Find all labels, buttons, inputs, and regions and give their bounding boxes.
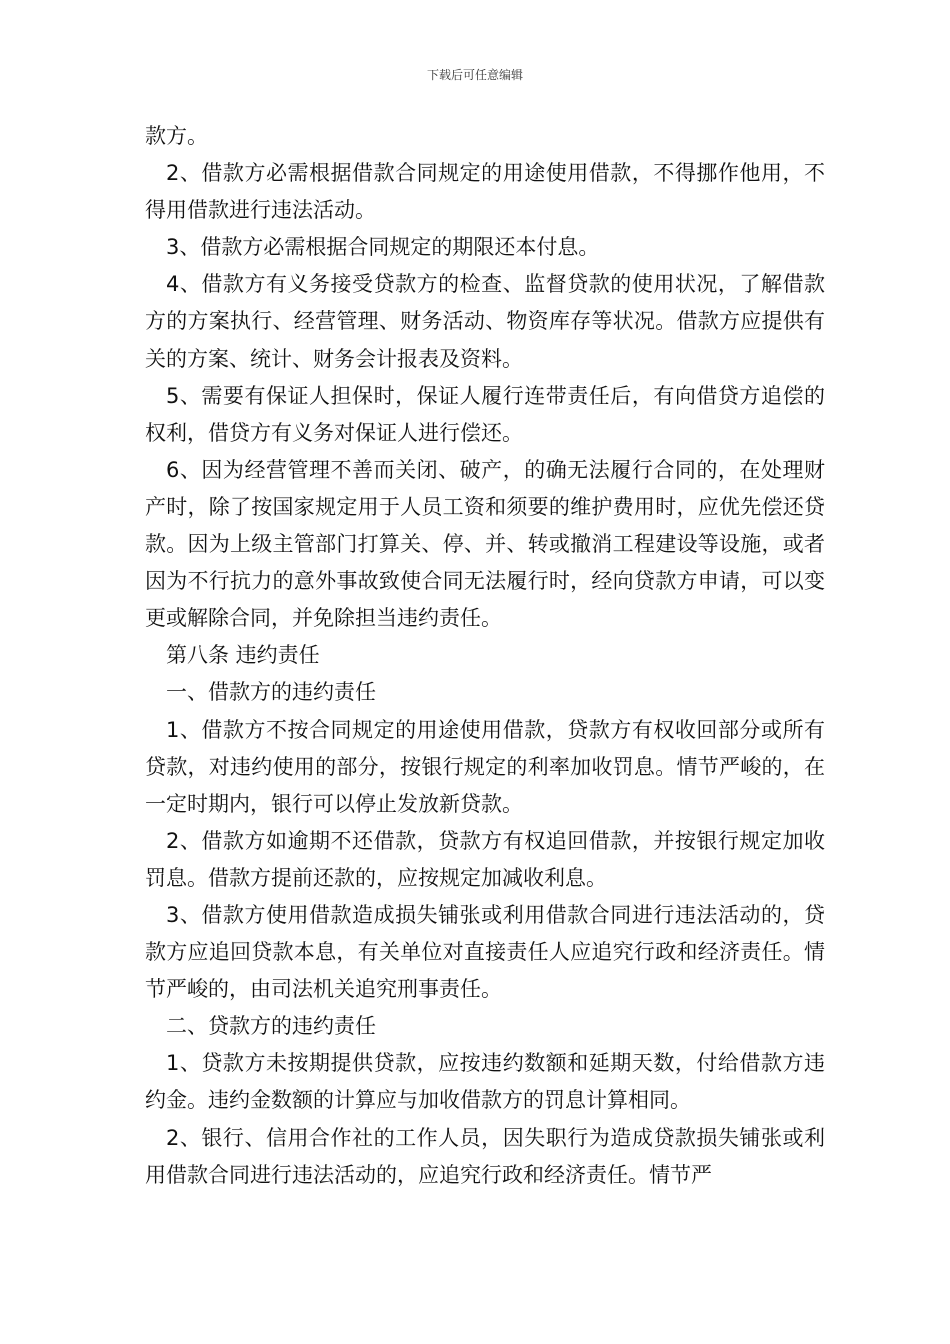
paragraph-1: 2、借款方必需根据借款合同规定的用途使用借款，不得挪作他用，不得用借款进行违法活动。 xyxy=(145,161,825,223)
paragraph-10: 3、借款方使用借款造成损失铺张或利用借款合同进行违法活动的，贷款方应追回贷款本息，有关单位对直接责任人应追究行政和经济责任。情节严峻的，由司法机关追究刑事责任。 xyxy=(145,902,825,1002)
paragraph-0: 款方。 xyxy=(145,124,208,148)
subheading-borrower-liability: 一、借款方的违约责任 xyxy=(166,680,376,705)
paragraph-3: 4、借款方有义务接受贷款方的检查、监督贷款的使用状况，了解借款方的方案执行、经营管理、财务活动、物资库存等状况。借款方应提供有关的方案、统计、财务会计报表及资料。 xyxy=(145,272,825,371)
paragraph-8: 1、借款方不按合同规定的用途使用借款，贷款方有权收回部分或所有贷款，对违约使用的部分，按银行规定的利率加收罚息。情节严峻的，在一定时期内，银行可以停止发放新贷款。 xyxy=(145,717,825,816)
paragraph-9: 2、借款方如逾期不还借款，贷款方有权追回借款，并按银行规定加收罚息。借款方提前还款的，应按规定加减收利息。 xyxy=(145,828,825,890)
paragraph-5: 6、因为经营管理不善而关闭、破产，的确无法履行合同的，在处理财产时，除了按国家规定用于人员工资和须要的维护费用时，应优先偿还贷款。因为上级主管部门打算关、停、并、转或撤消工程建设等设施，或者因为不行抗力的意外事故致使合同无法履行时，经向贷款方申请，可以变更或解除合同，并免除担当违约责任。 xyxy=(145,457,825,631)
subheading-lender-liability: 二、贷款方的违约责任 xyxy=(166,1014,376,1039)
paragraph-13: 2、银行、信用合作社的工作人员，因失职行为造成贷款损失铺张或利用借款合同进行违法活动的，应追究行政和经济责任。情节严 xyxy=(145,1125,825,1187)
paragraph-2: 3、借款方必需根据合同规定的期限还本付息。 xyxy=(166,235,600,260)
document-body xyxy=(145,118,825,1194)
paragraph-12: 1、贷款方未按期提供贷款，应按违约数额和延期天数，付给借款方违约金。违约金数额的计算应与加收借款方的罚息计算相同。 xyxy=(145,1051,825,1113)
section-heading-article-8: 第八条 违约责任 xyxy=(166,643,320,668)
paragraph-4: 5、需要有保证人担保时，保证人履行连带责任后，有向借贷方追偿的权利，借贷方有义务对保证人进行偿还。 xyxy=(145,383,825,445)
page-header: 下载后可任意编辑 xyxy=(426,68,523,82)
